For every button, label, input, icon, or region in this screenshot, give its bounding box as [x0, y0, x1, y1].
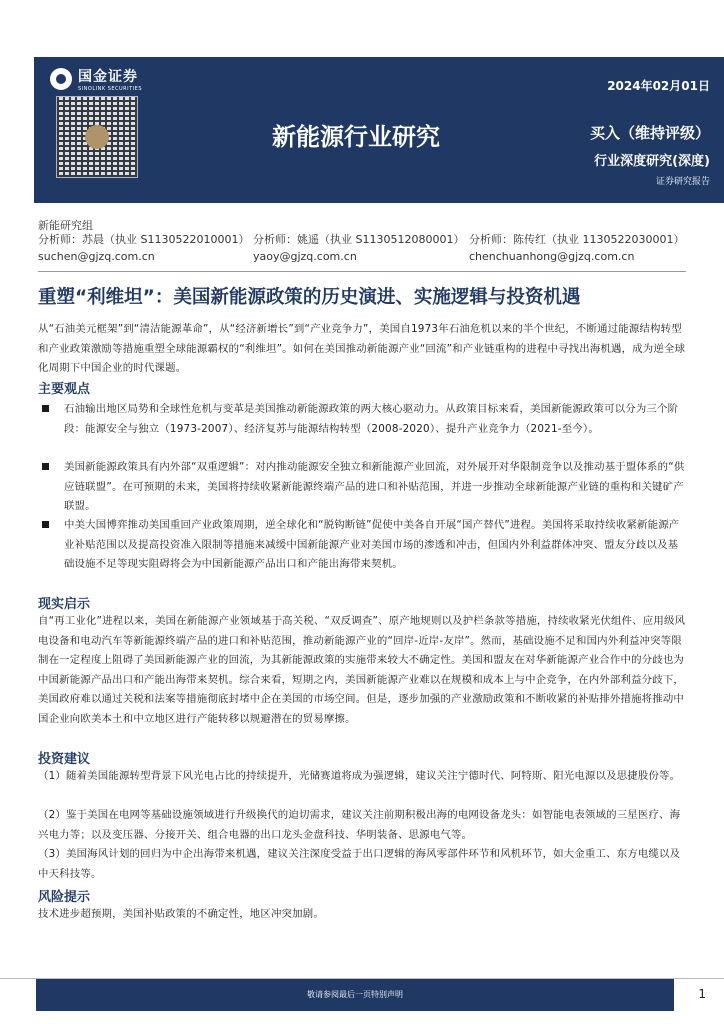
intro-paragraph: 从“石油美元框架”到“清洁能源革命”，从“经济新增长”到“产业竞争力”，美国自1973年石油危机以来的半个世纪，不断通过能源结构转型和产业政策激励等措施重塑全球能源霸权的“利维坦”。如何在美国推动新能源产业“回流”和产业链重构的进程中寻找出海机遇，成为逆全球化周期下中国企业的时代课题。 [38, 323, 686, 374]
bullet-item [38, 516, 688, 575]
bullet-square-icon [42, 405, 49, 412]
analyst-line: 分析师：姚遥（执业 S1130512080001） [253, 233, 465, 246]
research-team: 新能研究组 [38, 219, 93, 232]
logo-name-cn: 国金证券 [78, 69, 138, 85]
report-subtype: 证券研究报告 [655, 177, 710, 187]
logo-mark-icon [50, 68, 72, 90]
analyst-list [38, 231, 684, 265]
report-title: 重塑“利维坦”：美国新能源政策的历史演进、实施逻辑与投资机遇 [38, 287, 581, 308]
investment-item: （3）美国海风计划的回归为中企出海带来机遇，建议关注深度受益于出口逻辑的海风零部件环节和风机环节，如大金重工、东方电缆以及中天科技等。 [38, 848, 681, 880]
section-heading-main-points: 主要观点 [38, 382, 91, 397]
bullet-item [38, 400, 688, 439]
page-number: 1 [698, 987, 706, 1001]
analyst-email[interactable]: suchen@gjzq.com.cn [38, 250, 155, 263]
bullet-text: 中美大国博弈推动美国重回产业政策周期，逆全球化和“脱钩断链”促使中美各自开展“国产替代”进程。美国将采取持续收紧新能源产业补贴范围以及提高投资准入限制等措施来减缓中国新能源产业对美国市场的渗透和冲击，但国内外利益群体冲突、盟友分歧以及基础设施不足等现实阻碍将会为中国新能源产品出口和产能出海带来契机。 [64, 519, 680, 570]
investment-item: （2）鉴于美国在电网等基础设施领域进行升级换代的迫切需求，建议关注前期积极出海的电网设备龙头：如智能电表领域的三星医疗、海兴电力等；以及变压器、分接开关、组合电器的出口龙头金盘科技、华明装备、思源电气等。 [38, 809, 681, 841]
analyst-card [469, 231, 684, 265]
footer-disclaimer[interactable]: 敬请参阅最后一页特别声明 [36, 979, 674, 1011]
section-heading-reality: 现实启示 [38, 597, 91, 612]
risk-paragraph: 技术进步超预期，美国补贴政策的不确定性，地区冲突加剧。 [38, 908, 324, 920]
bullet-text: 美国新能源政策具有内外部“双重逻辑”：对内推动能源安全独立和新能源产业回流，对外展开对华限制竞争以及推动基于盟体系的“供应链联盟”。在可预期的未来，美国将持续收紧新能源终端产品的进口和补贴范围，并进一步推动全球新能源产业链的重构和关键矿产联盟。 [64, 461, 685, 512]
analyst-line: 分析师：苏晨（执业 S1130522010001） [38, 233, 250, 246]
investment-item: （1）随着美国能源转型背景下风光电占比的持续提升，光储赛道将成为强逻辑，建议关注宁德时代、阿特斯、阳光电源以及思捷股份等。 [38, 770, 681, 782]
reality-paragraph: 自“再工业化”进程以来，美国在新能源产业领域基于高关税、“双反调查”、原产地规则以及护栏条款等措施，持续收紧光伏组件、应用级风电设备和电动汽车等新能源终端产品的进口和补贴范围，推动新能源产业的“回岸-近岸-友岸”。然而，基础设施不足和国内外利益冲突等限制在一定程度上阻碍了美国新能源产业的回流，为其新能源政策的实施带来较大不确定性。美国和盟友在对华新能源产业合作中的分歧也为中国新能源产品出口和产能出海带来契机。综合来看，短期之内，美国新能源产业难以在规模和成本上与中企竞争，在内外部利益分歧下，美国政府难以通过关税和法案等措施彻底封堵中企在美国的市场空间。但是，逐步加强的产业激励政策和不断收紧的补贴排外措施将推动中国企业向欧美本土和中立地区进行产能转移以规避潜在的贸易摩擦。 [38, 615, 686, 725]
bullet-square-icon [42, 521, 49, 528]
company-logo [50, 66, 142, 92]
bullet-square-icon [42, 463, 49, 470]
industry-title: 新能源行业研究 [272, 123, 440, 151]
section-heading-investment: 投资建议 [38, 752, 91, 767]
report-date: 2024年02月01日 [607, 79, 710, 93]
bullet-text: 石油输出地区局势和全球性危机与变革是美国推动新能源政策的两大核心驱动力。从政策目标来看，美国新能源政策可以分为三个阶段：能源安全与独立（1973-2007）、经济复苏与能源结构转型（2008-2020）、提升产业竞争力（2021-至今）。 [64, 403, 679, 435]
logo-name-en: SINOLINK SECURITIES [78, 86, 142, 92]
report-type: 行业深度研究(深度) [594, 154, 710, 169]
qr-code-icon [56, 96, 138, 178]
rating-label: 买入（维持评级） [589, 124, 710, 142]
bullet-item [38, 458, 688, 517]
qr-badge-icon [85, 125, 109, 149]
analyst-line: 分析师：陈传红（执业 1130522030001） [469, 233, 685, 246]
analyst-card [38, 231, 253, 265]
analyst-email[interactable]: chenchuanhong@gjzq.com.cn [469, 250, 635, 263]
section-heading-risk: 风险提示 [38, 890, 91, 905]
report-banner [0, 0, 724, 203]
divider [38, 271, 686, 272]
analyst-card [253, 231, 469, 265]
analyst-email[interactable]: yaoy@gjzq.com.cn [253, 250, 357, 263]
